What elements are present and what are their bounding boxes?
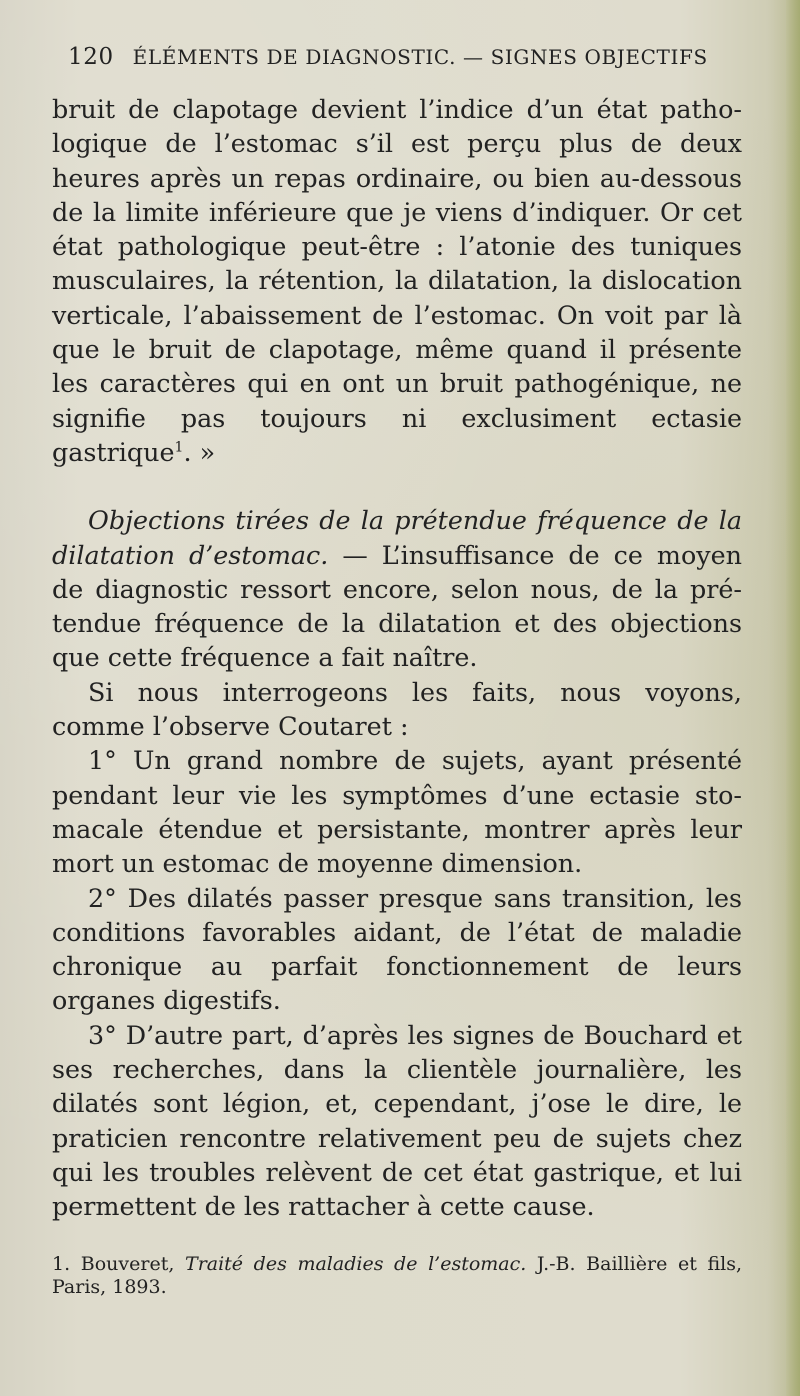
footnote-author: Bouveret,	[70, 1253, 186, 1275]
footnote-number: 1.	[52, 1253, 71, 1275]
footnote-reference: 1	[174, 439, 184, 456]
page-edge-shadow	[786, 0, 800, 1396]
running-header	[68, 44, 748, 70]
footnote-publisher: J.-B. Baillière et fils, Paris, 1893.	[52, 1253, 742, 1298]
paragraph-1-text: bruit de clapotage devient l’indice d’un état pathologique de l’estomac s’il est perçu plus de deux heures après un repas ordinaire, ou bien au-dessous de la limite inférieure que je viens d’indiquer. Or cet état pathologique peut-être : l’atonie des tuniques musculaires, la rétention, la dilatation, la dislocation verticale, l’abaissement de l’estomac. On voit par là que le bruit de clapotage, même quand il présente les caractères qui en ont un bruit pathogénique, ne signifie pas toujours ni exclusiment ectasie gastrique	[52, 94, 742, 467]
section-heading: Objections tirées de la prétendue fréquence de la dilatation d’estomac.	[52, 505, 742, 570]
paragraph-3: Si nous interrogeons les faits, nous voyons, comme l’observe Coutaret :	[52, 676, 742, 742]
paragraph-4: 1° Un grand nombre de sujets, ayant présenté pendant leur vie les symptômes d’une ectasie stomacale étendue et persistante, montrer après leur mort un estomac de moyenne dimension.	[52, 745, 742, 879]
footnote-title: Traité des maladies de l’estomac.	[185, 1253, 527, 1275]
paragraph-5: 2° Des dilatés passer presque sans transition, les conditions favorables aidant, de l’état de maladie chronique au parfait fonctionnement de leurs organes digestifs.	[52, 882, 742, 1016]
footnotes	[52, 1253, 742, 1299]
paragraph-1	[52, 92, 742, 469]
paragraph-6: 3° D’autre part, d’après les signes de Bouchard et ses recherches, dans la clientèle journalière, les dilatés sont légion, et, cependant, j’ose le dire, le praticien rencontre relativement peu de sujets chez qui les troubles relèvent de cet état gastrique, et lui permettent de les rattacher à cette cause.	[52, 1019, 742, 1222]
paragraph-1-end: . »	[183, 436, 216, 467]
page-number: 120	[68, 44, 114, 70]
body-text	[52, 92, 742, 1224]
paragraph-2-text: — L’insuffisance de ce moyen de diagnostic ressort encore, selon nous, de la prétendue fréquence de la dilatation et des objections que cette fréquence a fait naître.	[52, 539, 742, 673]
footnote-1	[52, 1253, 742, 1299]
running-title: ÉLÉMENTS DE DIAGNOSTIC. — SIGNES OBJECTIFS	[132, 45, 708, 69]
paragraph-2	[52, 503, 742, 674]
